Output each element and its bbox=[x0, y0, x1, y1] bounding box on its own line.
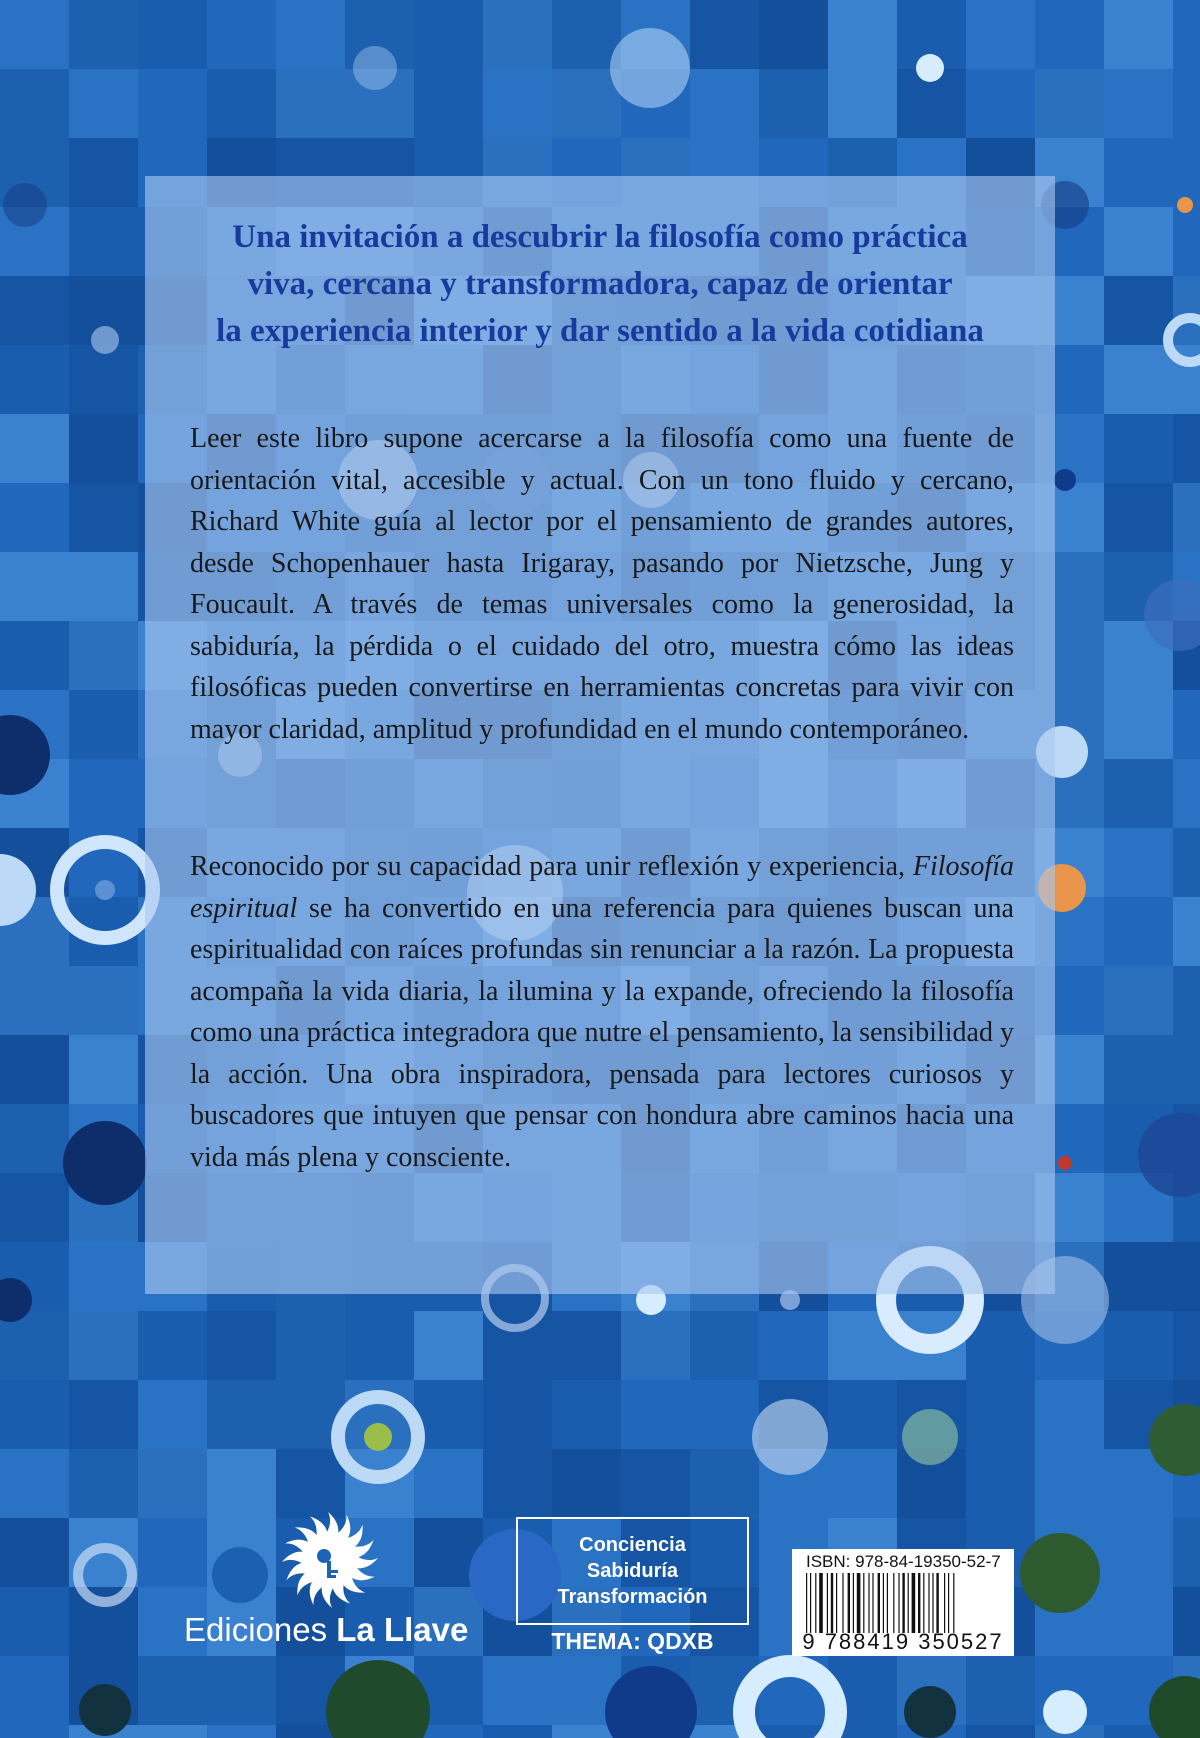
publisher-name-bold: La Llave bbox=[336, 1611, 469, 1648]
bg-tile bbox=[1173, 0, 1200, 69]
bg-tile bbox=[552, 1449, 621, 1518]
bg-tile bbox=[690, 69, 759, 138]
bg-tile bbox=[1173, 1242, 1200, 1311]
bg-tile bbox=[552, 1311, 621, 1380]
barcode-bar bbox=[953, 1573, 954, 1633]
bg-circle bbox=[353, 46, 397, 90]
barcode-bar bbox=[831, 1573, 833, 1633]
bg-tile bbox=[759, 1311, 828, 1380]
barcode-bar bbox=[857, 1573, 861, 1633]
bg-circle bbox=[1054, 469, 1076, 491]
bg-tile bbox=[621, 1449, 690, 1518]
bg-tile bbox=[1104, 345, 1173, 414]
barcode-bar bbox=[893, 1573, 894, 1633]
bg-tile bbox=[1104, 966, 1173, 1035]
headline-line: viva, cercana y transformadora, capaz de orientar bbox=[247, 266, 953, 302]
bg-tile bbox=[1104, 1311, 1173, 1380]
barcode-bar bbox=[868, 1573, 869, 1633]
bg-tile bbox=[0, 414, 69, 483]
barcode-bar bbox=[932, 1573, 933, 1633]
bg-tile bbox=[207, 1656, 276, 1725]
bg-circle bbox=[1177, 197, 1193, 213]
bg-tile bbox=[69, 138, 138, 207]
bg-circle bbox=[1058, 1156, 1072, 1170]
barcode-bar bbox=[944, 1573, 945, 1633]
bg-tile bbox=[0, 621, 69, 690]
barcode-bar bbox=[872, 1573, 873, 1633]
bg-tile bbox=[414, 1449, 483, 1518]
bg-tile bbox=[1173, 138, 1200, 207]
bg-tile bbox=[69, 1449, 138, 1518]
barcode-bar bbox=[863, 1573, 864, 1633]
bg-tile bbox=[69, 207, 138, 276]
bg-tile bbox=[138, 1656, 207, 1725]
bg-tile bbox=[138, 1449, 207, 1518]
bg-tile bbox=[1104, 690, 1173, 759]
bg-tile bbox=[1104, 69, 1173, 138]
bg-circle bbox=[79, 1684, 131, 1736]
bg-tile bbox=[483, 1725, 552, 1738]
bg-circle bbox=[752, 1399, 828, 1475]
bg-tile bbox=[1104, 897, 1173, 966]
bg-tile bbox=[0, 1587, 69, 1656]
bg-circle bbox=[916, 54, 944, 82]
bg-tile bbox=[1173, 690, 1200, 759]
bg-tile bbox=[0, 1656, 69, 1725]
bg-circle bbox=[91, 326, 119, 354]
bg-tile bbox=[1173, 1035, 1200, 1104]
bg-tile bbox=[828, 69, 897, 138]
barcode-bar bbox=[908, 1573, 909, 1633]
bg-tile bbox=[138, 0, 207, 69]
bg-tile bbox=[69, 966, 138, 1035]
bg-tile bbox=[0, 69, 69, 138]
barcode-bar bbox=[810, 1573, 811, 1633]
bg-tile bbox=[828, 1380, 897, 1449]
bg-tile bbox=[414, 0, 483, 69]
bg-tile bbox=[345, 1311, 414, 1380]
bg-tile bbox=[0, 483, 69, 552]
bg-tile bbox=[0, 1173, 69, 1242]
bg-tile bbox=[621, 1380, 690, 1449]
bg-tile bbox=[966, 69, 1035, 138]
barcode-bar bbox=[936, 1573, 938, 1633]
bg-tile bbox=[552, 0, 621, 69]
barcode-bar bbox=[853, 1573, 854, 1633]
barcode-bar bbox=[887, 1573, 888, 1633]
bg-tile bbox=[1104, 828, 1173, 897]
bg-tile bbox=[552, 69, 621, 138]
bg-tile bbox=[828, 1449, 897, 1518]
bg-tile bbox=[0, 345, 69, 414]
body-paragraph-1 bbox=[190, 418, 1014, 750]
barcode-bar bbox=[819, 1573, 823, 1633]
bg-tile bbox=[1173, 1518, 1200, 1587]
bg-tile bbox=[759, 69, 828, 138]
bg-circle bbox=[63, 1121, 147, 1205]
barcode-bar bbox=[902, 1573, 904, 1633]
bg-tile bbox=[1104, 276, 1173, 345]
barcode-bar bbox=[836, 1573, 837, 1633]
publisher-logo bbox=[180, 1510, 480, 1648]
barcode-bar bbox=[912, 1573, 916, 1633]
bg-tile bbox=[1173, 1311, 1200, 1380]
barcode-bar bbox=[883, 1573, 884, 1633]
barcode bbox=[792, 1549, 1014, 1656]
bg-tile bbox=[69, 0, 138, 69]
bg-tile bbox=[0, 1518, 69, 1587]
thema-code: THEMA: QDXB bbox=[551, 1628, 714, 1654]
bg-circle bbox=[1043, 1690, 1087, 1734]
bg-circle bbox=[902, 1409, 958, 1465]
bg-tile bbox=[1104, 207, 1173, 276]
isbn-label: ISBN: 978-84-19350-52-7 bbox=[806, 1552, 1001, 1571]
bg-tile bbox=[69, 345, 138, 414]
bg-circle bbox=[904, 1686, 956, 1738]
body-paragraph-2 bbox=[190, 846, 1014, 1178]
paragraph-start: Reconocido por su capacidad para unir reflexión y experiencia, bbox=[190, 851, 913, 882]
theme-item: Conciencia bbox=[579, 1534, 686, 1556]
publisher-name bbox=[184, 1611, 468, 1649]
bg-tile bbox=[690, 1380, 759, 1449]
bg-tile bbox=[1104, 138, 1173, 207]
bg-tile bbox=[0, 1380, 69, 1449]
barcode-bar bbox=[948, 1573, 949, 1633]
barcode-bar bbox=[923, 1573, 924, 1633]
bg-tile bbox=[483, 0, 552, 69]
bg-tile bbox=[138, 1311, 207, 1380]
bg-tile bbox=[138, 1725, 207, 1738]
paragraph-text bbox=[190, 846, 1014, 1178]
bg-tile bbox=[0, 1725, 69, 1738]
bg-tile bbox=[1104, 0, 1173, 69]
bg-circle bbox=[3, 183, 47, 227]
bg-tile bbox=[0, 276, 69, 345]
bg-tile bbox=[207, 0, 276, 69]
headline-line: la experiencia interior y dar sentido a la vida cotidiana bbox=[216, 313, 984, 349]
bg-tile bbox=[207, 1449, 276, 1518]
theme-item: Sabiduría bbox=[586, 1560, 679, 1582]
bg-tile bbox=[552, 1380, 621, 1449]
bg-tile bbox=[69, 69, 138, 138]
bg-tile bbox=[1173, 414, 1200, 483]
barcode-bar bbox=[827, 1573, 828, 1633]
bg-tile bbox=[69, 690, 138, 759]
bg-circle bbox=[364, 1423, 392, 1451]
barcode-bar bbox=[815, 1573, 816, 1633]
bg-tile bbox=[1173, 483, 1200, 552]
themes-box bbox=[516, 1517, 749, 1625]
bg-tile bbox=[1173, 966, 1200, 1035]
bg-tile bbox=[69, 759, 138, 828]
bg-tile bbox=[276, 1311, 345, 1380]
bg-tile bbox=[1035, 1380, 1104, 1449]
paragraph-text: Leer este libro supone acercarse a la filosofía como una fuente de orientación vital, accesible y actual. Con un tono fluido y cercano, Richard White guía al lector por el pensamiento de grandes autores, desde Schopenhauer hasta Irigaray, pasando por Nietzsche, Jung y Foucault. A través de temas universales como la generosidad, la sabiduría, la pérdida o el cuidado del otro, muestra cómo las ideas filosóficas pueden convertirse en herramientas concretas para vivir con mayor claridad, amplitud y profundidad en el mundo contemporáneo. bbox=[190, 423, 1014, 745]
bg-tile bbox=[1104, 759, 1173, 828]
bg-tile bbox=[1035, 69, 1104, 138]
bg-circle bbox=[1020, 1533, 1100, 1613]
bg-tile bbox=[1104, 483, 1173, 552]
bg-tile bbox=[69, 1380, 138, 1449]
bg-tile bbox=[759, 0, 828, 69]
bg-tile bbox=[0, 0, 69, 69]
bg-tile bbox=[1104, 1035, 1173, 1104]
bg-tile bbox=[69, 483, 138, 552]
bg-tile bbox=[483, 1449, 552, 1518]
bg-tile bbox=[1173, 276, 1200, 345]
bg-tile bbox=[1173, 1587, 1200, 1656]
bg-tile bbox=[414, 1311, 483, 1380]
bg-circle bbox=[610, 28, 690, 108]
bg-tile bbox=[621, 1311, 690, 1380]
barcode-bar bbox=[918, 1573, 920, 1633]
theme-item: Transformación bbox=[557, 1586, 708, 1608]
bg-tile bbox=[414, 69, 483, 138]
bg-tile bbox=[690, 1449, 759, 1518]
bg-tile bbox=[1173, 828, 1200, 897]
bg-tile bbox=[483, 1380, 552, 1449]
bg-tile bbox=[69, 1035, 138, 1104]
book-title: Filosofía espiritual bbox=[190, 851, 1014, 924]
bg-tile bbox=[276, 1449, 345, 1518]
bg-tile bbox=[0, 1449, 69, 1518]
bg-tile bbox=[207, 1725, 276, 1738]
bg-tile bbox=[0, 1035, 69, 1104]
barcode-bar bbox=[848, 1573, 850, 1633]
bg-tile bbox=[1035, 0, 1104, 69]
bg-tile bbox=[483, 1656, 552, 1725]
bg-tile bbox=[966, 0, 1035, 69]
bg-tile bbox=[1173, 69, 1200, 138]
bg-tile bbox=[0, 1104, 69, 1173]
bg-tile bbox=[1035, 1449, 1104, 1518]
ean-digits: 9 788419 350527 bbox=[802, 1629, 1004, 1654]
bg-tile bbox=[1173, 759, 1200, 828]
barcode-bar bbox=[878, 1573, 880, 1633]
bg-tile bbox=[69, 414, 138, 483]
bg-tile bbox=[966, 1725, 1035, 1738]
bg-tile bbox=[966, 1656, 1035, 1725]
bg-tile bbox=[207, 1380, 276, 1449]
bg-tile bbox=[276, 0, 345, 69]
bg-tile bbox=[207, 1311, 276, 1380]
bg-circle bbox=[95, 880, 115, 900]
barcode-bars bbox=[806, 1573, 1002, 1633]
headline-line: Una invitación a descubrir la filosofía como práctica bbox=[232, 219, 968, 255]
barcode-bar bbox=[806, 1573, 807, 1633]
sun-key-icon bbox=[280, 1510, 380, 1610]
bg-tile bbox=[69, 1311, 138, 1380]
bg-tile bbox=[138, 69, 207, 138]
barcode-bar bbox=[928, 1573, 929, 1633]
bg-tile bbox=[276, 69, 345, 138]
paragraph-rest: se ha convertido en una referencia para quienes buscan una espiritualidad con raíces profundas sin renunciar a la razón. La propuesta acompaña la vida diaria, la ilumina y la expande, ofreciendo la filosofía como una práctica integradora que nutre el pensamiento, la sensibilidad y la acción. Una obra inspiradora, pensada para lectores curiosos y buscadores que intuyen que pensar con hondura abre caminos hacia una vida más plena y consciente. bbox=[190, 892, 1014, 1173]
bg-tile bbox=[69, 1242, 138, 1311]
publisher-name-regular: Ediciones bbox=[184, 1611, 328, 1648]
barcode-bar bbox=[842, 1573, 843, 1633]
bg-tile bbox=[1104, 1587, 1173, 1656]
bg-tile bbox=[0, 966, 69, 1035]
bg-tile bbox=[69, 621, 138, 690]
bg-tile bbox=[207, 69, 276, 138]
bg-tile bbox=[1173, 207, 1200, 276]
bg-tile bbox=[1104, 1518, 1173, 1587]
bg-tile bbox=[966, 1449, 1035, 1518]
bg-tile bbox=[1173, 897, 1200, 966]
bg-tile bbox=[0, 552, 69, 621]
headline bbox=[170, 214, 1030, 355]
bg-tile bbox=[138, 1380, 207, 1449]
bg-tile bbox=[690, 1311, 759, 1380]
bg-tile bbox=[966, 1380, 1035, 1449]
bg-tile bbox=[828, 0, 897, 69]
bg-tile bbox=[690, 0, 759, 69]
bg-tile bbox=[1104, 414, 1173, 483]
bg-tile bbox=[483, 69, 552, 138]
bg-tile bbox=[1104, 1242, 1173, 1311]
bg-tile bbox=[69, 552, 138, 621]
barcode-bar bbox=[898, 1573, 899, 1633]
